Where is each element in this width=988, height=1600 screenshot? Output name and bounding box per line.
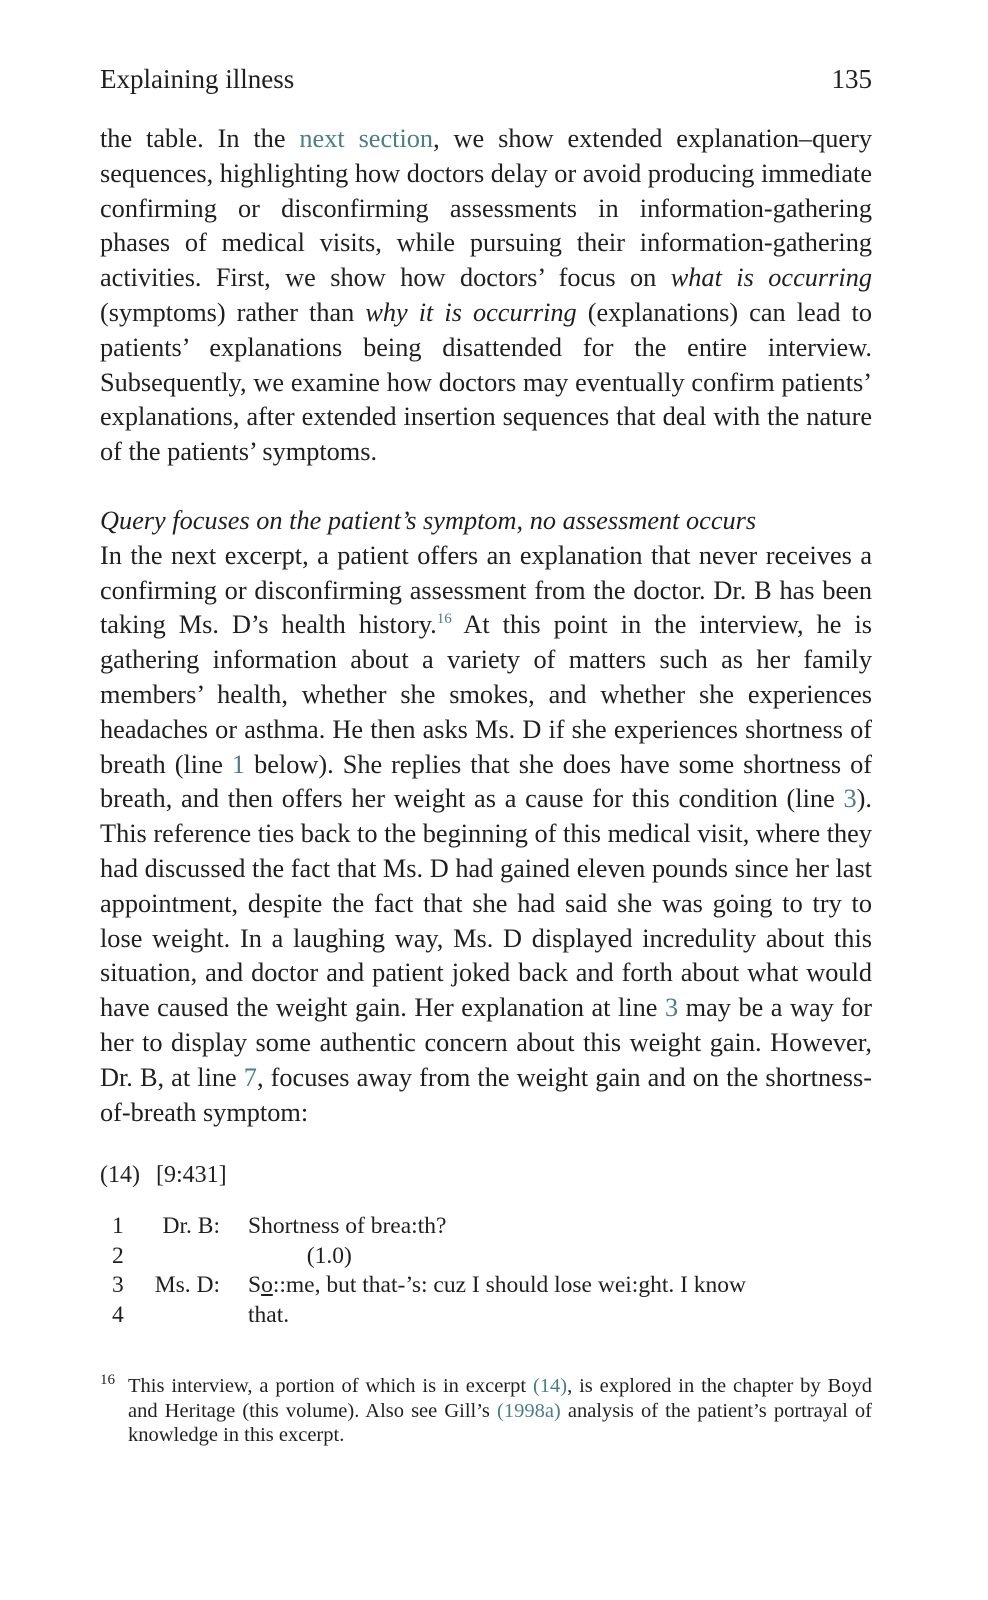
- line-number: 2: [112, 1242, 124, 1269]
- speaker: [130, 1301, 248, 1331]
- text-run: , we show extended explanation–query sequences, highlighting how doctors delay or avoid producing immediate confirming or disconfirming assessments in information-gathering phases of medical visits, while pursuing their information-gathering activities. First, we show how doctors’ focus on: [100, 124, 872, 293]
- spacer: [100, 470, 872, 504]
- next-section-link[interactable]: next section: [299, 124, 434, 153]
- line-link-3b[interactable]: 3: [664, 993, 679, 1023]
- text-run: This interview, a portion of which is in excerpt: [128, 1375, 533, 1398]
- speaker: [130, 1242, 248, 1272]
- text-run: ). This reference ties back to the beginning of this medical visit, where they had discussed the fact that Ms. D had gained eleven pounds since her last appointment, despite the fact that she had said she was going to try to lose weight. In a laughing way, Ms. D displayed incredulity about this situation, and doctor and patient joked back and forth about what would have caused the weight gain. Her explanation at line: [100, 784, 872, 1023]
- line-link-1[interactable]: 1: [231, 749, 246, 779]
- line-link-7[interactable]: 7: [243, 1062, 257, 1092]
- excerpt-number: (14): [100, 1162, 140, 1189]
- text-run: , is explored in the chapter by Boyd and Heritage (this volume). Also see Gill’s: [128, 1375, 872, 1422]
- line-number: 1: [112, 1213, 124, 1240]
- text-run: In the next excerpt, a patient offers an explanation that never receives a confirming or disconfirming assessment from the doctor. Dr. B has been taking Ms. D’s health history.: [100, 540, 872, 640]
- running-title: Explaining illness: [100, 64, 295, 94]
- line-link-3[interactable]: 3: [843, 784, 857, 814]
- section-heading: Query focuses on the patient’s symptom, no assessment occurs: [100, 505, 757, 535]
- transcript: [100, 1212, 872, 1330]
- utterance: Shortness of brea:th?: [248, 1213, 447, 1240]
- utterance-part: S: [248, 1272, 262, 1299]
- footnote-16: [100, 1374, 872, 1448]
- paragraph-excerpt-intro: [100, 539, 872, 1131]
- footnote-mark: 16: [100, 1372, 115, 1389]
- paragraph-intro: [100, 122, 872, 470]
- excerpt-label: [100, 1160, 872, 1190]
- speaker: Ms. D:: [154, 1272, 220, 1299]
- text-run: (symptoms) rather than: [100, 297, 366, 327]
- line-number: 4: [112, 1301, 124, 1328]
- text-run: (explanations) can lead to patients’ explanations being disattended for the entire interview. Subsequently, we examine how doctors may eventually confirm patients’ explanations, after extended insertion sequences that deal with the nature of the patients’ symptoms.: [100, 297, 873, 467]
- utterance: that.: [248, 1301, 290, 1328]
- text-run: , focuses away from the weight gain and on the shortness-of-breath symptom:: [100, 1062, 872, 1127]
- running-head: [100, 62, 872, 96]
- footnote-ref-16[interactable]: 16: [436, 611, 452, 628]
- utterance: [248, 1271, 872, 1301]
- book-page: [100, 62, 872, 1448]
- text-run: analysis of the patient’s portrayal of knowledge in this excerpt.: [128, 1399, 872, 1447]
- gill-1998a-link[interactable]: (1998a): [497, 1399, 561, 1422]
- page-number: 135: [831, 64, 872, 94]
- text-run: the table. In the: [100, 124, 300, 153]
- stressed-sound: o: [261, 1272, 273, 1299]
- text-run: At this point in the interview, he is gathering information about a variety of matters such as her family members’ health, whether she smokes, and whether she experiences headaches or asthma. He then asks Ms. D if she experiences shortness of breath (line: [100, 610, 873, 779]
- excerpt-ref: [9:431]: [155, 1162, 227, 1189]
- utterance-part: ::me, but that-’s: cuz I should lose wei:ght. I know: [272, 1272, 747, 1299]
- utterance: (1.0): [248, 1242, 352, 1269]
- excerpt-14-link[interactable]: (14): [532, 1375, 568, 1398]
- line-number: 3: [112, 1272, 124, 1299]
- transcript-line: [100, 1212, 872, 1242]
- transcript-line: [100, 1242, 872, 1272]
- italic-run: why it is occurring: [365, 297, 577, 327]
- text-run: below). She replies that she does have some shortness of breath, and then offers her weight as a cause for this condition (line: [100, 749, 872, 814]
- text-run: may be a way for her to display some authentic concern about this weight gain. However, Dr. B, at line: [100, 993, 872, 1092]
- speaker: Dr. B:: [162, 1213, 220, 1240]
- italic-run: what is occurring: [670, 263, 872, 293]
- transcript-line: [100, 1271, 872, 1301]
- transcript-line: [100, 1301, 872, 1331]
